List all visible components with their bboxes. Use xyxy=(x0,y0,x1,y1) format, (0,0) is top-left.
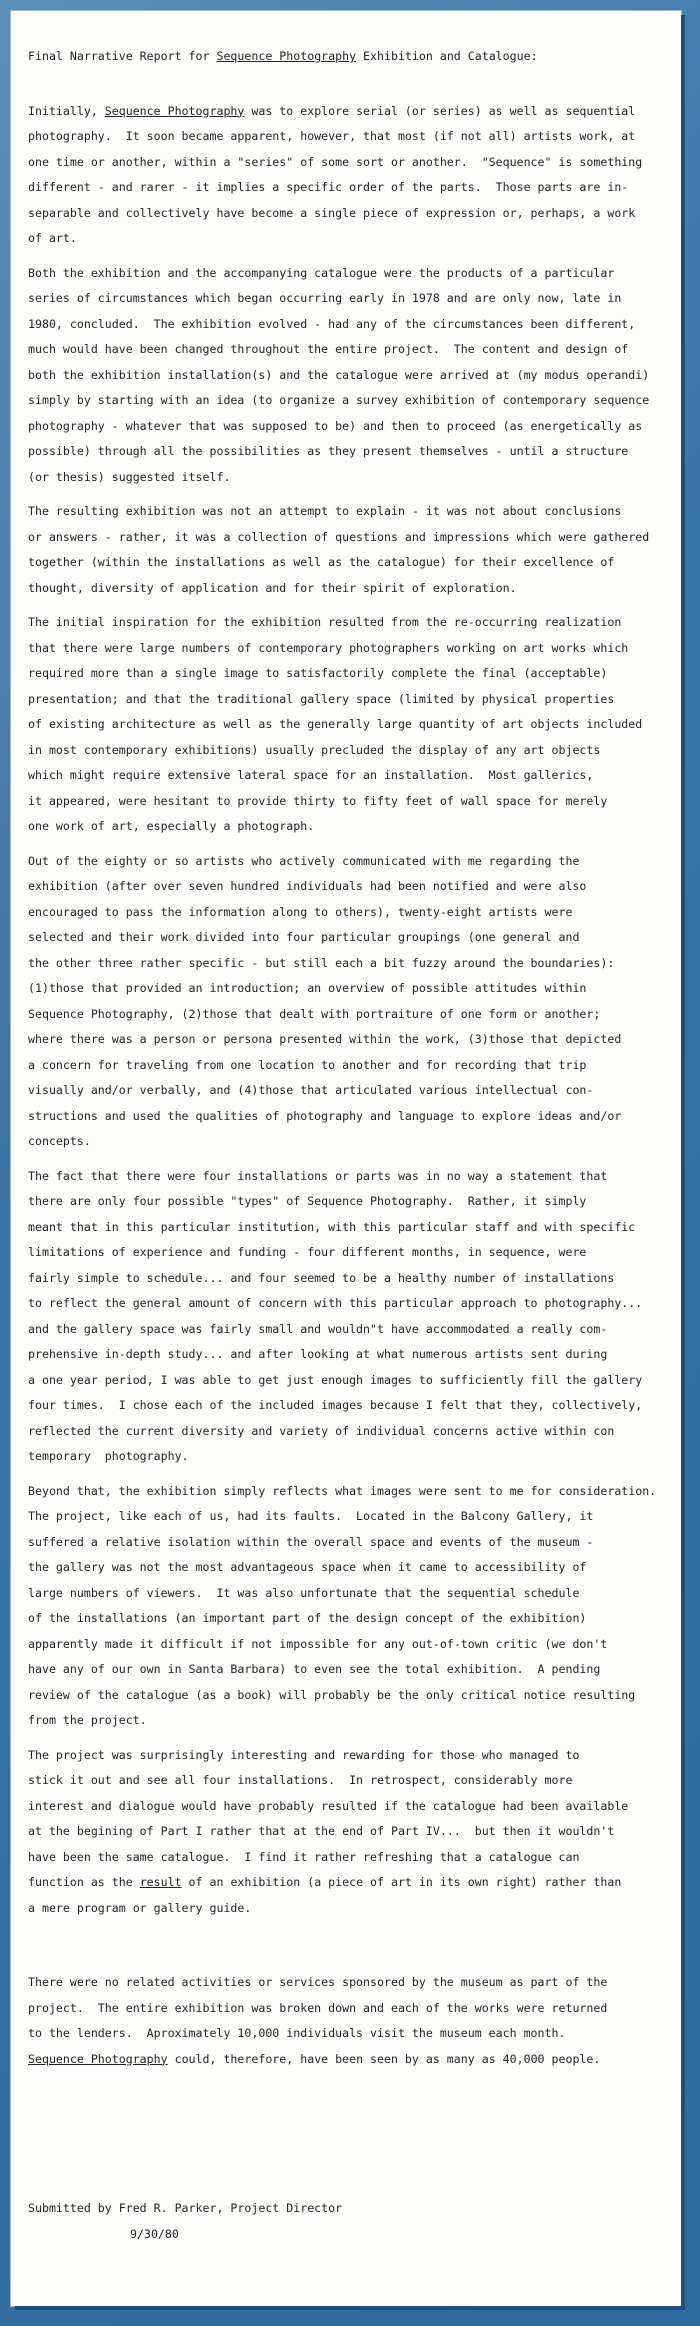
text-line xyxy=(28,1794,653,1820)
text-line xyxy=(28,499,653,525)
line-text: in most contemporary exhibitions) usually precluded the display of any art objects xyxy=(28,742,601,757)
text-line xyxy=(28,1555,653,1581)
text-line xyxy=(28,1104,653,1130)
line-text: that there were large numbers of contemporary photographers working on art works which xyxy=(28,640,629,655)
text-line xyxy=(28,1215,653,1241)
line-text: visually and/or verbally, and (4)those that articulated various intellectual con- xyxy=(28,1083,594,1097)
text-line xyxy=(28,1164,653,1190)
line-text: simply by starting with an idea (to organize a survey exhibition of contemporary sequence xyxy=(28,393,650,407)
line-text: have any of our own in Santa Barbara) to even see the total exhibition. A pending xyxy=(28,1662,601,1676)
line-text: (or thesis) suggested itself. xyxy=(28,469,231,484)
line-text: a one year period, I was able to get just enough images to sufficiently fill the gallery xyxy=(28,1372,643,1387)
text-line xyxy=(28,1266,653,1292)
text-line xyxy=(28,1444,653,1470)
text-line xyxy=(28,1317,653,1343)
line-text: to the lenders. Aproximately 10,000 individuals visit the museum each month. xyxy=(28,2026,566,2040)
line-text: function as the xyxy=(28,1875,140,1889)
text-line xyxy=(28,99,653,125)
text-line xyxy=(28,1606,653,1632)
line-text: interest and dialogue would have probably resulted if the catalogue had been available xyxy=(28,1798,629,1813)
line-text: of the installations (an important part of the design concept of the exhibition) xyxy=(28,1611,587,1625)
text-line xyxy=(28,1657,653,1683)
text-line xyxy=(28,312,653,338)
text-line xyxy=(28,1419,653,1445)
text-line xyxy=(28,1027,653,1053)
line-text: to reflect the general amount of concern with this particular approach to photography... xyxy=(28,1296,643,1310)
text-line xyxy=(28,388,653,414)
line-text: required more than a single image to satisfactorily complete the final (acceptable) xyxy=(28,666,608,680)
text-line xyxy=(28,363,653,389)
line-text: was to explore serial (or series) as well as sequential xyxy=(244,103,636,118)
line-text: fairly simple to schedule... and four seemed to be a healthy number of installations xyxy=(28,1270,615,1285)
title-suffix: Exhibition and Catalogue: xyxy=(356,49,538,63)
line-text: reflected the current diversity and variety of individual concerns active within con xyxy=(28,1423,615,1438)
line-text: from the project. xyxy=(28,1713,147,1727)
line-text: at the begining of Part I rather that at the end of Part IV... but then it wouldn't xyxy=(28,1824,615,1838)
text-line xyxy=(28,763,653,789)
text-line xyxy=(28,1078,653,1104)
text-line xyxy=(28,925,653,951)
line-text: of existing architecture as well as the generally large quantity of art objects included xyxy=(28,717,643,731)
text-line xyxy=(28,1845,653,1871)
line-text: possible) through all the possibilities as they present themselves - until a structure xyxy=(28,444,629,458)
line-text: prehensive in-depth study... and after looking at what numerous artists sent during xyxy=(28,1347,608,1361)
paragraph xyxy=(28,1479,657,1734)
text-line xyxy=(28,1129,653,1155)
line-text: There were no related activities or services sponsored by the museum as part of the xyxy=(28,1975,608,1989)
text-line xyxy=(28,661,653,687)
report-body xyxy=(28,44,657,2081)
line-text: photography - whatever that was supposed to be) and then to proceed (as energetically as xyxy=(28,418,643,433)
line-text: review of the catalogue (as a book) will probably be the only critical notice resulting xyxy=(28,1687,636,1702)
text-line xyxy=(28,636,653,662)
text-line xyxy=(28,201,653,227)
paragraph xyxy=(28,499,653,601)
line-text: presentation; and that the traditional gallery space (limited by physical properties xyxy=(28,691,615,706)
line-text: (1)those that provided an introduction; an overview of possible attitudes within xyxy=(28,981,587,995)
line-text: thought, diversity of application and for their spirit of exploration. xyxy=(28,580,517,595)
text-line xyxy=(28,2021,653,2047)
text-line xyxy=(28,1970,653,1996)
text-line xyxy=(28,1896,653,1922)
line-text: Sequence Photography, (2)those that dealt with portraiture of one form or another; xyxy=(28,1006,601,1021)
line-text: one work of art, especially a photograph. xyxy=(28,819,315,833)
text-line xyxy=(28,1581,653,1607)
text-line xyxy=(28,525,653,551)
underlined-text: Sequence Photography xyxy=(28,2051,168,2066)
line-text: stick it out and see all four installations. In retrospect, considerably more xyxy=(28,1773,573,1787)
text-line xyxy=(28,226,653,252)
line-text: different - and rarer - it implies a specific order of the parts. Those parts are in- xyxy=(28,180,629,194)
line-text: where there was a person or persona presented within the work, (3)those that depicted xyxy=(28,1032,622,1046)
line-text: much would have been changed throughout the entire project. The content and design of xyxy=(28,342,629,356)
underlined-text: result xyxy=(139,1875,182,1889)
line-text: photography. It soon became apparent, however, that most (if not all) artists work, at xyxy=(28,129,636,143)
line-text: of art. xyxy=(28,231,77,245)
line-text: exhibition (after over seven hundred individuals had been notified and were also xyxy=(28,879,587,893)
underlined-text: Sequence Photography xyxy=(104,103,245,118)
paragraph-gap xyxy=(28,1930,653,1970)
text-line xyxy=(28,1002,653,1028)
line-text: there are only four possible "types" of Sequence Photography. Rather, it simply xyxy=(28,1194,587,1208)
signature-line: Submitted by Fred R. Parker, Project Director xyxy=(28,2201,343,2215)
line-text: 1980, concluded. The exhibition evolved - had any of the circumstances been different, xyxy=(28,316,636,331)
text-line xyxy=(28,976,653,1002)
text-line xyxy=(28,1743,653,1769)
line-text: which might require extensive lateral space for an installation. Most gallerics, xyxy=(28,768,594,782)
text-line xyxy=(28,1240,653,1266)
line-text: could, therefore, have been seen by as many as 40,000 people. xyxy=(167,2051,601,2066)
line-text: Initially, xyxy=(28,103,105,118)
text-line xyxy=(28,712,653,738)
text-line xyxy=(28,849,653,875)
line-text: the gallery was not the most advantageous space when it came to accessibility of xyxy=(28,1560,587,1574)
paragraphs xyxy=(28,99,657,2073)
title-underlined: Sequence Photography xyxy=(216,49,357,63)
line-text: it appeared, were hesitant to provide thirty to fifty feet of wall space for merely xyxy=(28,793,608,808)
text-line xyxy=(28,1368,653,1394)
line-text: apparently made it difficult if not impossible for any out-of-town critic (we don't xyxy=(28,1636,608,1651)
title-prefix: Final Narrative Report for xyxy=(28,49,217,63)
paragraph xyxy=(28,849,653,1155)
line-text: The initial inspiration for the exhibition resulted from the re-occurring realization xyxy=(28,615,622,629)
text-line xyxy=(28,1819,653,1845)
line-text: large numbers of viewers. It was also unfortunate that the sequential schedule xyxy=(28,1585,580,1600)
line-text: one time or another, within a "series" of some sort or another. "Sequence" is something xyxy=(28,154,643,169)
text-line xyxy=(28,789,653,815)
line-text: project. The entire exhibition was broken down and each of the works were returned xyxy=(28,2000,608,2015)
line-text: temporary photography. xyxy=(28,1449,189,1463)
report-title xyxy=(28,44,653,70)
line-text: and the gallery space was fairly small and wouldn"t have accommodated a really com- xyxy=(28,1321,608,1336)
text-line xyxy=(28,337,653,363)
line-text: Beyond that, the exhibition simply reflects what images were sent to me for consideration. xyxy=(28,1483,657,1498)
text-line xyxy=(28,2047,653,2073)
signature-block xyxy=(28,2196,342,2247)
text-line xyxy=(28,414,653,440)
text-line xyxy=(28,1189,653,1215)
line-text: a mere program or gallery guide. xyxy=(28,1900,252,1915)
text-line xyxy=(28,150,653,176)
paragraph xyxy=(28,1164,653,1470)
text-line xyxy=(28,1683,653,1709)
line-text: four times. I chose each of the included images because I felt that they, collectively, xyxy=(28,1398,643,1412)
text-line xyxy=(28,687,653,713)
text-line xyxy=(28,1632,653,1658)
line-text: Both the exhibition and the accompanying catalogue were the products of a particular xyxy=(28,265,615,280)
text-line xyxy=(28,1479,657,1505)
paragraph xyxy=(28,1970,653,2072)
line-text: or answers - rather, it was a collection of questions and impressions which were gathered xyxy=(28,529,650,544)
text-line xyxy=(28,286,653,312)
text-line xyxy=(28,610,653,636)
text-line xyxy=(28,1504,653,1530)
paragraph xyxy=(28,1743,653,1922)
line-text: of an exhibition (a piece of art in its own right) rather than xyxy=(181,1875,622,1889)
text-line xyxy=(28,261,653,287)
text-line xyxy=(28,550,653,576)
text-line xyxy=(28,1768,653,1794)
text-line xyxy=(28,900,653,926)
line-text: The resulting exhibition was not an attempt to explain - it was not about conclusions xyxy=(28,504,622,518)
paragraph xyxy=(28,261,653,491)
paragraph xyxy=(28,99,653,252)
text-line xyxy=(28,1291,653,1317)
signature-date: 9/30/80 xyxy=(130,2226,179,2241)
line-text: selected and their work divided into four particular groupings (one general and xyxy=(28,930,580,944)
text-line xyxy=(28,1393,653,1419)
paragraph xyxy=(28,610,653,840)
text-line xyxy=(28,1530,653,1556)
line-text: the other three rather specific - but still each a bit fuzzy around the boundaries): xyxy=(28,955,615,970)
line-text: The fact that there were four installations or parts was in no way a statement that xyxy=(28,1168,608,1183)
line-text: Out of the eighty or so artists who actively communicated with me regarding the xyxy=(28,853,580,868)
text-line xyxy=(28,1996,653,2022)
text-line xyxy=(28,738,653,764)
line-text: together (within the installations as well as the catalogue) for their excellence of xyxy=(28,555,615,569)
line-text: concepts. xyxy=(28,1134,91,1148)
text-line xyxy=(28,951,653,977)
line-text: The project, like each of us, had its faults. Located in the Balcony Gallery, it xyxy=(28,1509,594,1523)
line-text: encouraged to pass the information along to others), twenty-eight artists were xyxy=(28,904,573,919)
line-text: meant that in this particular institution, with this particular staff and with specific xyxy=(28,1219,636,1234)
text-line xyxy=(28,814,653,840)
line-text: suffered a relative isolation within the overall space and events of the museum - xyxy=(28,1534,594,1549)
line-text: have been the same catalogue. I find it rather refreshing that a catalogue can xyxy=(28,1849,580,1864)
text-line xyxy=(28,465,653,491)
line-text: structions and used the qualities of photography and language to explore ideas and/or xyxy=(28,1108,622,1123)
text-line xyxy=(28,1342,653,1368)
line-text: separable and collectively have become a single piece of expression or, perhaps, a work xyxy=(28,205,636,220)
text-line xyxy=(28,1053,653,1079)
line-text: limitations of experience and funding - four different months, in sequence, were xyxy=(28,1245,587,1259)
line-text: series of circumstances which began occurring early in 1978 and are only now, late in xyxy=(28,291,622,305)
text-line xyxy=(28,439,653,465)
text-line xyxy=(28,874,653,900)
text-line xyxy=(28,1870,653,1896)
text-line xyxy=(28,1708,653,1734)
text-line xyxy=(28,175,653,201)
text-line xyxy=(28,576,653,602)
line-text: The project was surprisingly interesting and rewarding for those who managed to xyxy=(28,1747,580,1762)
line-text: both the exhibition installation(s) and the catalogue were arrived at (my modus operandi) xyxy=(28,367,650,382)
line-text: a concern for traveling from one location to another and for recording that trip xyxy=(28,1057,587,1072)
text-line xyxy=(28,124,653,150)
